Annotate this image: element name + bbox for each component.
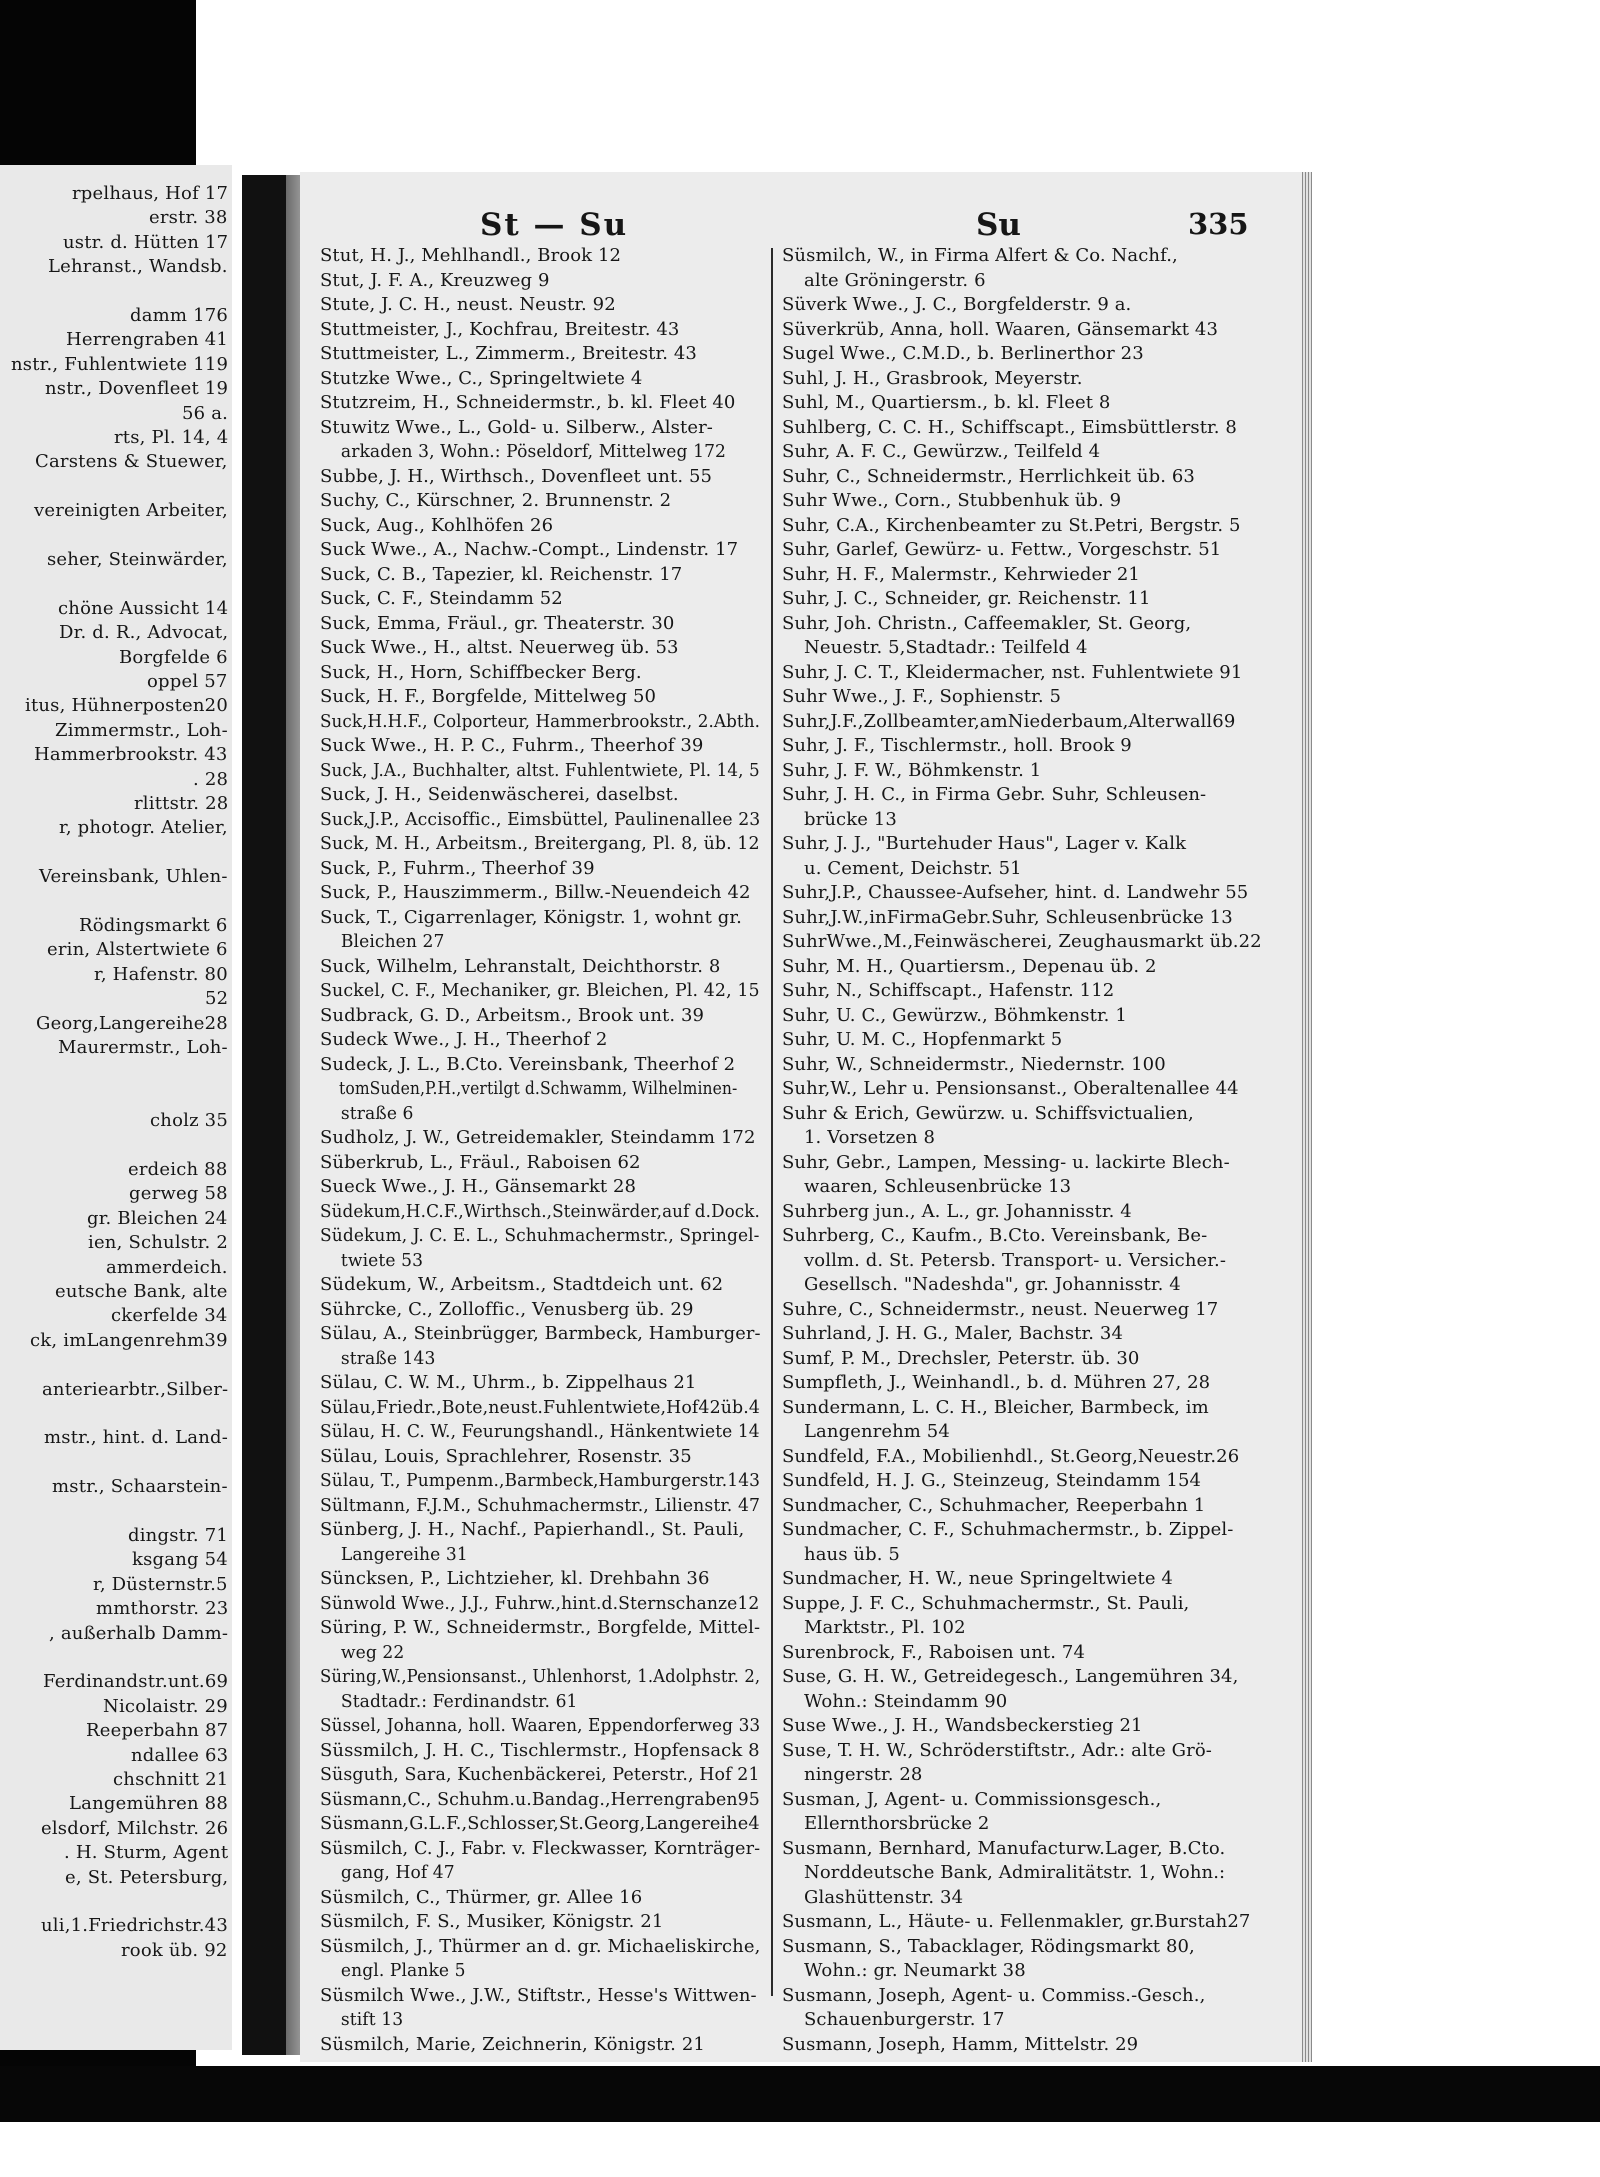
directory-entry: Sülau,Friedr.,Bote,neust.Fuhlentwiete,Hof42üb.4 xyxy=(320,1396,760,1418)
column-divider xyxy=(771,248,773,1996)
left-page-line: rook üb. 92 xyxy=(121,1939,228,1961)
directory-entry: Subbe, J. H., Wirthsch., Dovenfleet unt. 55 xyxy=(320,465,713,487)
directory-entry: Suse Wwe., J. H., Wandsbeckerstieg 21 xyxy=(782,1715,1143,1736)
left-page-line: rlittstr. 28 xyxy=(134,793,229,814)
left-page-line: chöne Aussicht 14 xyxy=(58,597,229,619)
directory-entry: Sundmacher, H. W., neue Springeltwiete 4 xyxy=(782,1568,1173,1589)
directory-entry: Suhr,J.F.,Zollbeamter,amNiederbaum,Alterwall69 xyxy=(782,710,1236,732)
directory-entry: Suhr, Garlef, Gewürz- u. Fettw., Vorgeschstr. 51 xyxy=(782,539,1222,560)
directory-entry: Suhr, Gebr., Lampen, Messing- u. lackirte Blech- xyxy=(782,1151,1230,1173)
directory-entry: Suhrland, J. H. G., Maler, Bachstr. 34 xyxy=(782,1323,1123,1344)
directory-entry: Sumpfleth, J., Weinhandl., b. d. Mühren 27, 28 xyxy=(782,1372,1211,1393)
directory-entry: Süberkrub, L., Fräul., Raboisen 62 xyxy=(320,1151,641,1173)
scan-margin-bottom xyxy=(0,2122,1600,2177)
left-page-line: Nicolaistr. 29 xyxy=(103,1695,228,1717)
directory-entry: Sundmacher, C. F., Schuhmachermstr., b. Zippel- xyxy=(782,1519,1234,1540)
left-page-line: anteriearbtr.,Silber- xyxy=(42,1378,229,1400)
directory-entry: Suhr, U. C., Gewürzw., Böhmkenstr. 1 xyxy=(782,1004,1127,1026)
entry-continuation: Schauenburgerstr. 17 xyxy=(804,2009,1005,2030)
directory-entry: Süsguth, Sara, Kuchenbäckerei, Peterstr., Hof 21 xyxy=(320,1764,760,1785)
directory-entry: Suhrberg, C., Kaufm., B.Cto. Vereinsbank, Be- xyxy=(782,1225,1208,1246)
directory-entry: Susmann, S., Tabacklager, Rödingsmarkt 80, xyxy=(782,1935,1195,1957)
directory-entry: Sundfeld, H. J. G., Steinzeug, Steindamm 154 xyxy=(782,1470,1202,1491)
directory-entry: Süsmilch, J., Thürmer an d. gr. Michaeliskirche, xyxy=(320,1935,761,1957)
directory-column-right xyxy=(782,244,1262,2057)
directory-entry: Suhr, W., Schneidermstr., Niedernstr. 100 xyxy=(782,1053,1166,1075)
left-page-line: mstr., Schaarstein- xyxy=(52,1476,228,1498)
directory-entry: Suhr, J. H. C., in Firma Gebr. Suhr, Schleusen- xyxy=(782,784,1207,805)
directory-entry: Sugel Wwe., C.M.D., b. Berlinerthor 23 xyxy=(782,343,1144,364)
directory-entry: Suck, P., Hauszimmerm., Billw.-Neuendeich 42 xyxy=(320,882,751,903)
left-page-fragment xyxy=(0,165,232,2050)
directory-entry: Suck, Aug., Kohlhöfen 26 xyxy=(320,514,554,536)
directory-entry: Susmann, Joseph, Hamm, Mittelstr. 29 xyxy=(782,2033,1139,2055)
directory-entry: Susman, J, Agent- u. Commissionsgesch., xyxy=(782,1788,1162,1810)
entry-continuation: haus üb. 5 xyxy=(804,1543,900,1565)
entry-continuation: arkaden 3, Wohn.: Pöseldorf, Mittelweg 172 xyxy=(340,441,727,462)
column-header-right: Su xyxy=(976,207,1021,243)
entry-continuation: Marktstr., Pl. 102 xyxy=(804,1617,966,1638)
left-page-line: mstr., hint. d. Land- xyxy=(44,1427,228,1449)
directory-entry: Suhr, J. F. W., Böhmkenstr. 1 xyxy=(782,759,1042,781)
left-page-line: ksgang 54 xyxy=(132,1549,228,1571)
directory-entry: Sundfeld, F.A., Mobilienhdl., St.Georg,Neuestr.26 xyxy=(782,1445,1240,1467)
entry-continuation: brücke 13 xyxy=(804,808,897,830)
directory-entry: Sueck Wwe., J. H., Gänsemarkt 28 xyxy=(320,1176,637,1197)
directory-entry: Susmann, Joseph, Agent- u. Commiss.-Gesch., xyxy=(782,1984,1206,2006)
directory-entry: Suhr Wwe., Corn., Stubbenhuk üb. 9 xyxy=(782,490,1122,511)
directory-entry: Stuwitz Wwe., L., Gold- u. Silberw., Alster- xyxy=(320,416,713,438)
directory-entry: Suck, H. F., Borgfelde, Mittelweg 50 xyxy=(320,686,657,707)
directory-entry: Süverkrüb, Anna, holl. Waaren, Gänsemarkt 43 xyxy=(782,318,1219,340)
directory-entry: Suhr,J.W.,inFirmaGebr.Suhr, Schleusenbrücke 13 xyxy=(782,906,1233,928)
left-page-line: oppel 57 xyxy=(147,671,228,692)
entry-continuation: Norddeutsche Bank, Admiralitätstr. 1, Wohn.: xyxy=(804,1862,1226,1883)
entry-continuation: Gesellsch. "Nadeshda", gr. Johannisstr. 4 xyxy=(804,1274,1181,1295)
left-page-line: uli,1.Friedrichstr.43 xyxy=(41,1915,228,1937)
directory-entry: Sührcke, C., Zolloffic., Venusberg üb. 29 xyxy=(320,1298,694,1320)
left-page-line: itus, Hühnerposten20 xyxy=(25,695,228,717)
directory-entry: Suckel, C. F., Mechaniker, gr. Bleichen, Pl. 42, 15 xyxy=(320,980,760,1001)
directory-entry: Suhl, M., Quartiersm., b. kl. Fleet 8 xyxy=(782,392,1111,413)
left-page-line: dingstr. 71 xyxy=(128,1525,229,1546)
left-page-line: eutsche Bank, alte xyxy=(55,1281,228,1302)
directory-entry: Süsmann,C., Schuhm.u.Bandag.,Herrengraben95 xyxy=(320,1788,760,1810)
entry-continuation: ningerstr. 28 xyxy=(804,1764,923,1785)
left-page-line: . 28 xyxy=(193,768,229,790)
directory-entry: Sumf, P. M., Drechsler, Peterstr. üb. 30 xyxy=(782,1347,1140,1369)
entry-continuation: Bleichen 27 xyxy=(340,931,445,952)
directory-entry: Süsmann,G.L.F.,Schlosser,St.Georg,Langereihe4 xyxy=(320,1813,760,1834)
entry-continuation: Langenrehm 54 xyxy=(804,1421,950,1442)
directory-entry: Suhr, M. H., Quartiersm., Depenau üb. 2 xyxy=(782,955,1157,977)
left-page-line: rpelhaus, Hof 17 xyxy=(72,183,229,204)
directory-entry: Sülau, A., Steinbrügger, Barmbeck, Hamburger- xyxy=(320,1323,761,1344)
left-page-line: ndallee 63 xyxy=(131,1744,229,1766)
left-page-line: elsdorf, Milchstr. 26 xyxy=(41,1817,229,1839)
directory-entry: Suhl, J. H., Grasbrook, Meyerstr. xyxy=(782,367,1083,389)
directory-entry: Suck Wwe., A., Nachw.-Compt., Lindenstr. 17 xyxy=(320,539,739,560)
left-page-line: nstr., Fuhlentwiete 119 xyxy=(11,353,229,375)
left-page-line: Rödingsmarkt 6 xyxy=(79,915,228,936)
directory-entry: Suck, M. H., Arbeitsm., Breitergang, Pl. 8, üb. 12 xyxy=(320,833,760,854)
entry-continuation: waaren, Schleusenbrücke 13 xyxy=(804,1176,1072,1197)
entry-continuation: 1. Vorsetzen 8 xyxy=(804,1127,936,1148)
directory-entry: Suhr,J.P., Chaussee-Aufseher, hint. d. Landwehr 55 xyxy=(782,882,1249,903)
directory-entry: Süsmilch Wwe., J.W., Stiftstr., Hesse's Wittwen- xyxy=(320,1984,757,2006)
left-page-line: ammerdeich. xyxy=(106,1256,228,1278)
directory-entry: Sudeck, J. L., B.Cto. Vereinsbank, Theerhof 2 xyxy=(320,1053,736,1075)
directory-entry: Sültmann, F.J.M., Schuhmachermstr., Lilienstr. 47 xyxy=(320,1494,761,1516)
left-page-line: damm 176 xyxy=(130,305,229,326)
directory-entry: Südekum,H.C.F.,Wirthsch.,Steinwärder,auf d.Dock. xyxy=(320,1200,760,1222)
directory-entry: Süssel, Johanna, holl. Waaren, Eppendorferweg 33 xyxy=(320,1715,761,1736)
left-page-line: Carstens & Stuewer, xyxy=(35,451,228,473)
directory-entry: Stuttmeister, L., Zimmerm., Breitestr. 43 xyxy=(320,343,697,364)
left-page-line: erdeich 88 xyxy=(128,1159,228,1180)
directory-entry: Süsmilch, W., in Firma Alfert & Co. Nachf., xyxy=(782,245,1178,266)
directory-entry: Sünwold Wwe., J.J., Fuhrw.,hint.d.Sternschanze12 xyxy=(320,1592,760,1614)
directory-entry: Stute, J. C. H., neust. Neustr. 92 xyxy=(320,294,616,315)
left-page-line: Herrengraben 41 xyxy=(66,329,229,351)
directory-entry: Surenbrock, F., Raboisen unt. 74 xyxy=(782,1641,1086,1663)
directory-entry: Suck, P., Fuhrm., Theerhof 39 xyxy=(320,857,595,879)
directory-entry: Stut, J. F. A., Kreuzweg 9 xyxy=(320,269,550,291)
directory-entry: Süsmilch, C. J., Fabr. v. Fleckwasser, Kornträger- xyxy=(320,1837,761,1859)
left-page-line: Vereinsbank, Uhlen- xyxy=(39,866,228,888)
entry-continuation: stift 13 xyxy=(340,2009,404,2030)
directory-entry: Sünberg, J. H., Nachf., Papierhandl., St. Pauli, xyxy=(320,1519,745,1540)
left-page-line: gr. Bleichen 24 xyxy=(87,1207,228,1229)
left-page-line: erin, Alstertwiete 6 xyxy=(47,939,228,961)
column-header-left: St — Su xyxy=(480,207,629,243)
directory-entry: Suppe, J. F. C., Schuhmachermstr., St. Pauli, xyxy=(782,1592,1190,1614)
directory-entry: Südekum, W., Arbeitsm., Stadtdeich unt. 62 xyxy=(320,1274,724,1295)
entry-continuation: straße 143 xyxy=(340,1347,436,1369)
left-page-line: cholz 35 xyxy=(150,1110,228,1132)
left-page-line: Hammerbrookstr. 43 xyxy=(34,744,228,766)
directory-entry: Suhr & Erich, Gewürzw. u. Schiffsvictualien, xyxy=(782,1102,1194,1124)
left-page-line: ck, imLangenrehm39 xyxy=(30,1329,228,1351)
directory-entry: Suhr, J. F., Tischlermstr., holl. Brook 9 xyxy=(782,735,1132,756)
directory-entry: Suhr, A. F. C., Gewürzw., Teilfeld 4 xyxy=(782,441,1101,462)
entry-continuation: Stadtadr.: Ferdinandstr. 61 xyxy=(340,1690,578,1712)
directory-entry: Süsmilch, C., Thürmer, gr. Allee 16 xyxy=(320,1886,643,1908)
directory-entry: Stutzke Wwe., C., Springeltwiete 4 xyxy=(320,367,643,389)
directory-entry: Sudbrack, G. D., Arbeitsm., Brook unt. 39 xyxy=(320,1004,705,1026)
directory-entry: Südekum, J. C. E. L., Schuhmachermstr., Springel- xyxy=(320,1225,760,1246)
directory-entry: Süsmilch, F. S., Musiker, Königstr. 21 xyxy=(320,1911,664,1932)
directory-entry: Suck, Wilhelm, Lehranstalt, Deichthorstr. 8 xyxy=(320,955,721,977)
directory-entry: SuhrWwe.,M.,Feinwäscherei, Zeughausmarkt üb.22 xyxy=(782,931,1262,952)
directory-entry: Suhr Wwe., J. F., Sophienstr. 5 xyxy=(782,686,1062,707)
directory-entry: Suck, J.A., Buchhalter, altst. Fuhlentwiete, Pl. 14, 5 xyxy=(320,759,760,781)
directory-entry: Suck, J. H., Seidenwäscherei, daselbst. xyxy=(320,784,679,805)
left-page-line: . H. Sturm, Agent xyxy=(64,1842,229,1864)
entry-continuation: Langereihe 31 xyxy=(340,1543,468,1565)
left-page-line: 56 a. xyxy=(182,402,229,424)
directory-column-left xyxy=(320,244,760,2057)
scan-background-bottom xyxy=(0,2066,1600,2122)
left-page-line: e, St. Petersburg, xyxy=(65,1866,229,1888)
left-page-line: Borgfelde 6 xyxy=(119,646,228,668)
left-page-line: erstr. 38 xyxy=(149,207,228,229)
left-page-line: mmthorstr. 23 xyxy=(96,1598,229,1620)
left-page-line: Georg,Langereihe28 xyxy=(36,1012,228,1034)
entry-continuation: vollm. d. St. Petersb. Transport- u. Versicher.- xyxy=(804,1249,1227,1271)
entry-continuation: straße 6 xyxy=(340,1102,414,1124)
left-page-line: vereinigten Arbeiter, xyxy=(34,500,228,522)
left-page-line: nstr., Dovenfleet 19 xyxy=(45,378,229,400)
directory-entry: Stutzreim, H., Schneidermstr., b. kl. Fleet 40 xyxy=(320,392,736,413)
directory-entry: Suhr, U. M. C., Hopfenmarkt 5 xyxy=(782,1029,1063,1050)
directory-entry: Süncksen, P., Lichtzieher, kl. Drehbahn 36 xyxy=(320,1568,710,1589)
directory-entry: Susmann, L., Häute- u. Fellenmakler, gr.Burstah27 xyxy=(782,1911,1251,1932)
directory-entry: Suhr, J. C. T., Kleidermacher, nst. Fuhlentwiete 91 xyxy=(782,661,1243,683)
directory-entry: Suck Wwe., H. P. C., Fuhrm., Theerhof 39 xyxy=(320,735,704,756)
left-page-line: Maurermstr., Loh- xyxy=(58,1037,228,1058)
directory-entry: Suhr, N., Schiffscapt., Hafenstr. 112 xyxy=(782,980,1115,1001)
directory-entry: Suse, T. H. W., Schröderstiftstr., Adr.: alte Grö- xyxy=(782,1739,1212,1761)
directory-entry: Sudholz, J. W., Getreidemakler, Steindamm 172 xyxy=(320,1127,756,1148)
directory-entry: Suhlberg, C. C. H., Schiffscapt., Eimsbüttlerstr. 8 xyxy=(782,416,1237,438)
directory-entry: Süring, P. W., Schneidermstr., Borgfelde, Mittel- xyxy=(320,1617,761,1638)
entry-continuation: Ellernthorsbrücke 2 xyxy=(804,1813,990,1834)
directory-entry: Suck,J.P., Accisoffic., Eimsbüttel, Paulinenallee 23 xyxy=(320,808,761,830)
entry-continuation: Wohn.: gr. Neumarkt 38 xyxy=(804,1960,1026,1981)
left-page-line: ien, Schulstr. 2 xyxy=(88,1232,228,1254)
left-page-line: seher, Steinwärder, xyxy=(47,549,228,570)
directory-entry: Sülau, H. C. W., Feurungshandl., Hänkentwiete 14 xyxy=(320,1421,760,1442)
directory-entry: Suck, H., Horn, Schiffbecker Berg. xyxy=(320,661,642,683)
left-page-line: gerweg 58 xyxy=(129,1183,228,1205)
entry-continuation: weg 22 xyxy=(340,1641,405,1663)
left-page-line: r, Düsternstr.5 xyxy=(93,1573,228,1595)
page-edge-stack xyxy=(1302,172,1312,2062)
directory-entry: Suck, C. F., Steindamm 52 xyxy=(320,588,563,609)
directory-entry: Suck, Emma, Fräul., gr. Theaterstr. 30 xyxy=(320,612,675,634)
left-page-line: Ferdinandstr.unt.69 xyxy=(43,1671,229,1693)
left-page-line: Dr. d. R., Advocat, xyxy=(59,622,229,644)
directory-entry: Stuttmeister, J., Kochfrau, Breitestr. 43 xyxy=(320,318,680,340)
directory-entry: Süssmilch, J. H. C., Tischlermstr., Hopfensack 8 xyxy=(320,1739,760,1761)
directory-entry: Süsmilch, Marie, Zeichnerin, Königstr. 21 xyxy=(320,2033,705,2055)
entry-continuation: gang, Hof 47 xyxy=(340,1862,455,1883)
directory-entry: Suhr, C., Schneidermstr., Herrlichkeit üb. 63 xyxy=(782,465,1195,487)
directory-entry: Suhr, J. J., "Burtehuder Haus", Lager v. Kalk xyxy=(782,833,1187,854)
left-page-line: chschnitt 21 xyxy=(113,1769,229,1790)
directory-entry: Suhr, Joh. Christn., Caffeemakler, St. Georg, xyxy=(782,612,1192,634)
page-number: 335 xyxy=(1188,207,1249,241)
directory-entry: Süring,W.,Pensionsanst., Uhlenhorst, 1.Adolphstr. 2, xyxy=(320,1666,761,1687)
directory-entry: Susmann, Bernhard, Manufacturw.Lager, B.Cto. xyxy=(782,1837,1226,1859)
directory-entry: Suck Wwe., H., altst. Neuerweg üb. 53 xyxy=(320,637,679,658)
left-page-line: Reeperbahn 87 xyxy=(86,1720,229,1742)
entry-continuation: twiete 53 xyxy=(340,1249,424,1271)
directory-entry: Suck, T., Cigarrenlager, Königstr. 1, wohnt gr. xyxy=(320,906,742,928)
left-page-line: , außerhalb Damm- xyxy=(49,1622,229,1644)
directory-entry: Suck,H.H.F., Colporteur, Hammerbrookstr., 2.Abth. xyxy=(320,710,761,732)
entry-continuation: u. Cement, Deichstr. 51 xyxy=(804,857,1022,879)
directory-entry: Sülau, Louis, Sprachlehrer, Rosenstr. 35 xyxy=(320,1445,692,1467)
directory-entry: Suchy, C., Kürschner, 2. Brunnenstr. 2 xyxy=(320,490,672,511)
directory-entry: Sundmacher, C., Schuhmacher, Reeperbahn 1 xyxy=(782,1494,1206,1516)
directory-entry: Sundermann, L. C. H., Bleicher, Barmbeck, im xyxy=(782,1396,1209,1418)
directory-entry: Suck, C. B., Tapezier, kl. Reichenstr. 17 xyxy=(320,563,683,585)
left-page-line: r, Hafenstr. 80 xyxy=(94,963,228,985)
left-page-line: ckerfelde 34 xyxy=(111,1305,228,1327)
left-page-line: ustr. d. Hütten 17 xyxy=(63,231,229,253)
entry-continuation: tomSuden,P.H.,vertilgt d.Schwamm, Wilhelminen- xyxy=(339,1078,738,1099)
directory-entry: Suhrberg jun., A. L., gr. Johannisstr. 4 xyxy=(782,1200,1132,1222)
left-page-line: Zimmermstr., Loh- xyxy=(55,719,228,741)
directory-entry: Sudeck Wwe., J. H., Theerhof 2 xyxy=(320,1029,608,1050)
directory-entry: Suhr, C.A., Kirchenbeamter zu St.Petri, Bergstr. 5 xyxy=(782,514,1241,536)
directory-entry: Stut, H. J., Mehlhandl., Brook 12 xyxy=(320,245,622,266)
book-gutter xyxy=(242,175,286,2055)
left-page-line: Langemühren 88 xyxy=(69,1793,228,1815)
left-page-line: r, photogr. Atelier, xyxy=(59,817,228,839)
directory-entry: Süverk Wwe., J. C., Borgfelderstr. 9 a. xyxy=(782,294,1132,315)
entry-continuation: engl. Planke 5 xyxy=(340,1960,466,1981)
entry-continuation: Wohn.: Steindamm 90 xyxy=(804,1690,1008,1712)
directory-entry: Suhr, J. C., Schneider, gr. Reichenstr. 11 xyxy=(782,588,1151,609)
directory-entry: Sülau, T., Pumpenm.,Barmbeck,Hamburgerstr.143 xyxy=(320,1470,761,1491)
directory-entry: Suse, G. H. W., Getreidegesch., Langemühren 34, xyxy=(782,1666,1239,1687)
left-page-line: rts, Pl. 14, 4 xyxy=(114,427,229,448)
left-page-line: 52 xyxy=(205,988,229,1010)
entry-continuation: Glashüttenstr. 34 xyxy=(804,1886,964,1908)
entry-continuation: Neuestr. 5,Stadtadr.: Teilfeld 4 xyxy=(804,637,1088,658)
directory-entry: Sülau, C. W. M., Uhrm., b. Zippelhaus 21 xyxy=(320,1372,697,1393)
entry-continuation: alte Gröningerstr. 6 xyxy=(804,269,986,291)
directory-entry: Suhre, C., Schneidermstr., neust. Neuerweg 17 xyxy=(782,1298,1219,1320)
directory-entry: Suhr, H. F., Malermstr., Kehrwieder 21 xyxy=(782,563,1140,585)
directory-entry: Suhr,W., Lehr u. Pensionsanst., Oberaltenallee 44 xyxy=(782,1078,1239,1099)
left-page-line: Lehranst., Wandsb. xyxy=(48,256,228,278)
